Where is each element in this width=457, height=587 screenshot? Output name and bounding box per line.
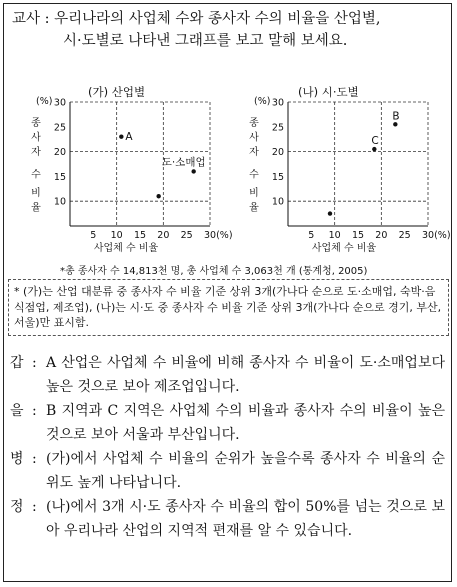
x-tick-label: 30(%): [422, 230, 451, 241]
y-axis-label-char: 사: [249, 132, 259, 144]
y-tick-label: 10: [271, 196, 284, 208]
data-point: [119, 135, 123, 139]
data-point: [156, 194, 160, 198]
answer-gap: 갑 : A 산업은 사업체 수 비율에 비해 종사자 수 비율이 도·소매업보다 높은 것으로 보아 제조업입니다.: [10, 351, 445, 399]
y-tick-label: 15: [271, 171, 284, 183]
x-tick-label: 5: [90, 230, 97, 241]
y-tick-label: 30: [271, 97, 284, 109]
answer-byeong: 병 : (가)에서 사업체 수 비율의 순위가 높을수록 종사자 수 비율의 순위도 높게 나타납니다.: [10, 447, 445, 495]
prompt-line-2: 시·도별로 나타낸 그래프를 보고 말해 보세요.: [63, 33, 348, 49]
y-unit-label: (%): [254, 96, 271, 107]
x-tick-label: 15: [133, 230, 147, 241]
answer-speaker: 을: [10, 403, 24, 419]
answer-text: B 지역과 C 지역은 사업체 수의 비율과 종사자 수의 비율이 높은 것으로 보아 서울과 부산입니다.: [46, 403, 445, 443]
y-axis-label-char: 사: [31, 132, 41, 144]
y-axis-label-char: 율: [31, 202, 41, 214]
y-axis-label-char: 자: [31, 147, 41, 158]
answer-text: (가)에서 사업체 수 비율의 순위가 높을수록 종사자 수 비율의 순위도 높게 나타납니다.: [46, 451, 445, 491]
y-axis-label-char: 비: [249, 188, 259, 199]
x-tick-label: 20: [375, 230, 388, 241]
answers-list: [10, 351, 445, 543]
x-axis-label: 사업체 수 비율: [93, 243, 159, 254]
answer-speaker: 갑: [10, 355, 24, 371]
footnote: * (가)는 산업 대분류 중 종사자 수 비율 기준 상위 3개(가나다 순으로 도·소매업, 숙박·음식점업, 제조업), (나)는 시·도 중 종사자 수 비율 기준 상위 3개(가나다 순으로 경기, 부산, 서울)만 표시함.: [14, 285, 442, 329]
data-point: [372, 147, 376, 151]
data-point-label: 도·소매업: [161, 156, 206, 169]
chart-a: [18, 94, 233, 264]
x-tick-label: 20: [157, 230, 170, 241]
answer-speaker: 병: [10, 451, 24, 467]
x-tick-label: 5: [308, 230, 315, 241]
x-tick-label: 25: [398, 230, 411, 241]
y-tick-label: 25: [53, 122, 66, 134]
y-tick-label: 20: [53, 147, 66, 159]
data-point: [393, 122, 397, 126]
y-tick-label: 10: [53, 196, 66, 208]
y-axis-label-char: 비: [31, 188, 41, 199]
data-point: [328, 211, 332, 215]
answer-eul: 을 : B 지역과 C 지역은 사업체 수의 비율과 종사자 수의 비율이 높은 것으로 보아 서울과 부산입니다.: [10, 399, 445, 447]
x-tick-label: 10: [110, 230, 123, 241]
data-point-label: B: [392, 110, 400, 123]
source-note: *총 종사자 수 14,813천 명, 총 사업체 수 3,063천 개 (통계청, 2005): [60, 266, 368, 277]
data-point-label: C: [371, 135, 379, 148]
answer-jeong: 정 : (나)에서 3개 시·도 종사자 수 비율의 합이 50%를 넘는 것으로 보아 우리나라 산업의 지역적 편재를 알 수 있습니다.: [10, 495, 445, 543]
y-axis-label-char: 수: [249, 169, 259, 181]
teacher-label: 교사 :: [12, 11, 55, 27]
data-point-label: A: [125, 131, 133, 144]
y-axis-label-char: 종: [249, 118, 259, 129]
y-tick-label: 20: [271, 147, 284, 159]
y-tick-label: 25: [271, 122, 284, 134]
x-tick-label: 15: [351, 230, 365, 241]
teacher-prompt: [12, 8, 444, 52]
y-tick-label: 30: [53, 97, 66, 109]
chart-b: [236, 94, 451, 264]
x-axis-label: 사업체 수 비율: [311, 243, 377, 254]
chart-a-title: (가) 산업별: [88, 85, 146, 99]
y-axis-label-char: 수: [31, 169, 41, 181]
y-axis-label-char: 종: [31, 118, 41, 129]
data-point: [191, 169, 195, 173]
y-tick-label: 15: [53, 171, 66, 183]
x-tick-label: 10: [328, 230, 341, 241]
answer-text: A 산업은 사업체 수 비율에 비해 종사자 수 비율이 도·소매업보다 높은 것으로 보아 제조업입니다.: [46, 355, 445, 395]
y-unit-label: (%): [36, 96, 53, 107]
x-tick-label: 25: [180, 230, 193, 241]
prompt-line-1: 우리나라의 사업체 수와 종사자 수의 비율을 산업별,: [54, 11, 381, 27]
y-axis-label-char: 율: [249, 202, 259, 214]
answer-speaker: 정: [10, 499, 24, 515]
x-tick-label: 30(%): [204, 230, 233, 241]
chart-b-title: (나) 시·도별: [298, 85, 359, 99]
y-axis-label-char: 자: [249, 147, 259, 158]
answer-text: (나)에서 3개 시·도 종사자 수 비율의 합이 50%를 넘는 것으로 보아 우리나라 산업의 지역적 편재를 알 수 있습니다.: [46, 499, 445, 539]
